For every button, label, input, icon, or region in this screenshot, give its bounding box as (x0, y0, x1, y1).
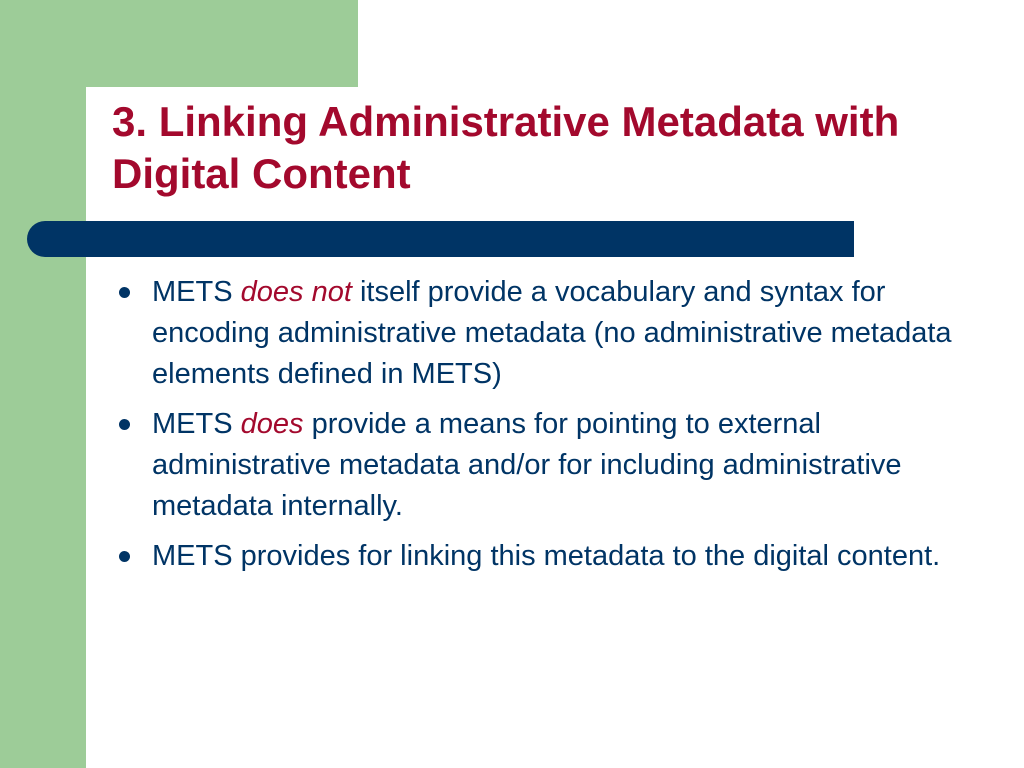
slide-title: 3. Linking Administrative Metadata with Digital Content (112, 98, 900, 197)
bullet-item-3 (112, 536, 992, 577)
bullet-emphasis: does (240, 408, 304, 440)
bullet-text-after: itself provide a vocabulary and syntax for encoding administrative metadata (no administrative metadata elements defined in METS) (152, 276, 952, 390)
bullet-dot-icon (119, 551, 130, 562)
bullet-dot-icon (119, 287, 130, 298)
bullet-item-2 (112, 404, 992, 527)
bullet-text-before: METS provides for linking this metadata to the digital content. (152, 540, 941, 572)
bullet-emphasis: does not (240, 276, 352, 308)
bullet-item-1 (112, 272, 992, 395)
bullet-text-after: provide a means for pointing to external administrative metadata and/or for including administrative metadata internally. (152, 408, 902, 522)
title-divider-bar (27, 221, 854, 257)
bullet-text-before: METS (152, 276, 241, 308)
bullet-list (112, 272, 992, 586)
bullet-text-before: METS (152, 408, 241, 440)
green-side-band (0, 0, 86, 768)
bullet-dot-icon (119, 419, 130, 430)
green-top-band (0, 0, 358, 87)
